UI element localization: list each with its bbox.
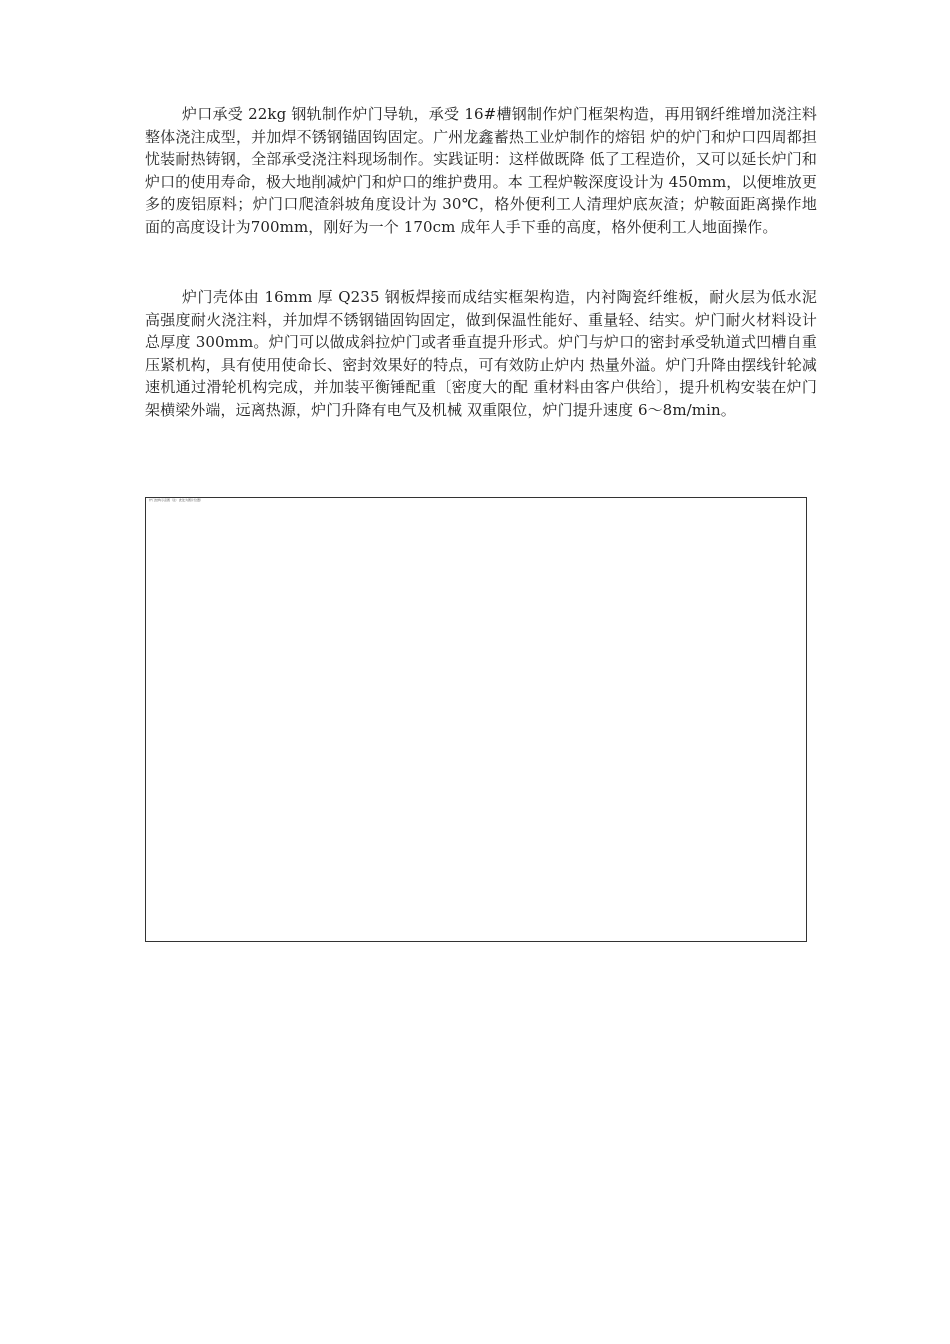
figure-caption: 炉门结构示意图（注：此处为图片位置） (149, 498, 204, 502)
paragraph-furnace-door: 炉门壳体由 16mm 厚 Q235 钢板焊接而成结实框架构造，内衬陶瓷纤维板，耐火层为低水泥高强度耐火浇注料，并加焊不锈钢锚固钩固定，做到保温性能好、重量轻、结实。炉门耐火材料设计总厚度 300mm。炉门可以做成斜拉炉门或者垂直提升形式。炉门与炉口的密封承受轨道式凹槽自重压紧机构，具有使用使命长、密封效果好的特点，可有效防止炉内 热量外溢。炉门升降由摆线针轮减速机通过滑轮机构完成，并加装平衡锤配重〔密度大的配 重材料由客户供给〕，提升机构安装在炉门架横梁外端，远离热源，炉门升降有电气及机械 双重限位，炉门提升速度 6～8m/min。 (145, 288, 817, 419)
figure-frame (145, 497, 807, 942)
paragraph-furnace-mouth: 炉口承受 22kg 钢轨制作炉门导轨，承受 16#槽钢制作炉门框架构造，再用钢纤维增加浇注料整体浇注成型，并加焊不锈钢锚固钩固定。广州龙鑫蓄热工业炉制作的熔铝 炉的炉门和炉口四周都担忧装耐热铸钢，全部承受浇注料现场制作。实践证明：这样做既降 低了工程造价，又可以延长炉门和炉口的使用寿命，极大地削减炉门和炉口的维护费用。本 工程炉鞍深度设计为 450mm，以便堆放更多的废铝原料；炉门口爬渣斜坡角度设计为 30℃，格外便利工人清理炉底灰渣；炉鞍面距离操作地面的高度设计为700mm，刚好为一个 170cm 成年人手下垂的高度，格外便利工人地面操作。 (145, 105, 817, 236)
